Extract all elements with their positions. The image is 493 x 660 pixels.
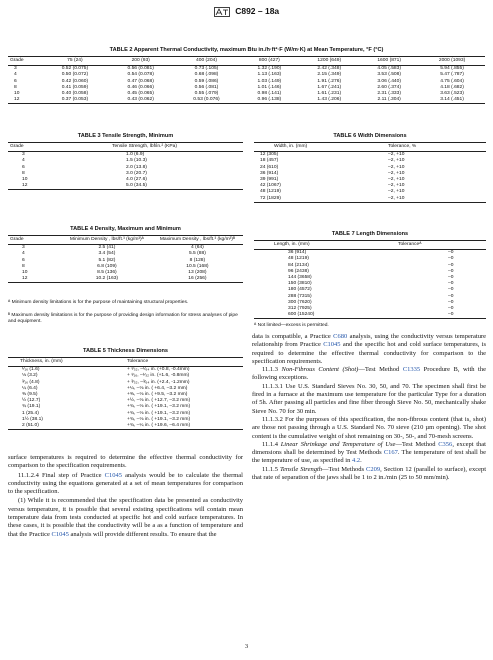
table2-cell: 0.53 (0.076) — [174, 97, 240, 104]
table2-cell: 0.52 (0.075) — [61, 66, 89, 72]
table2-cell: 1.91 (.276) — [317, 78, 342, 84]
table2-cell: 0.41 (0.059) — [61, 84, 89, 90]
table7-cell: 150 (3810) — [288, 281, 312, 287]
table5-cell: + ³⁄₃₂, –³⁄₆₄ in. (+2.4, -1.2mm) — [127, 379, 190, 385]
table7-cell: 144 (3658) — [288, 275, 312, 281]
right-p5-text-d: . The temperature of test shall be the temperature of use, as specified in — [252, 449, 486, 465]
table7-cell: 600 (15240) — [254, 312, 396, 319]
right-p5-text-a: 11.1.4 — [262, 440, 281, 448]
table7-cell: 300 (7620) — [288, 299, 312, 305]
table2-cell: 3 — [14, 66, 17, 72]
table3-cell: 1.5 (10.3) — [126, 158, 147, 164]
table7-cell: –0 — [448, 250, 454, 256]
table2-header: 75 (24) — [42, 57, 108, 66]
table2-cell: 4.18 (.682) — [440, 84, 464, 90]
table2-cell: 12 — [8, 97, 42, 104]
table4-footnote-b: ᴮ Maximum density limitations is for the purpose of providing design information for stress analyses of pipe and equipment. — [8, 313, 238, 324]
table5-title: TABLE 5 Thickness Dimensions — [82, 348, 169, 354]
table2-cell: 2.11 (.304) — [359, 97, 419, 104]
table2-cell: 10 — [14, 91, 20, 97]
table2-header: 2000 (1093) — [419, 57, 485, 66]
table2-cell: 0.54 (0.078) — [127, 72, 154, 78]
table3-title: TABLE 3 Tensile Strength, Minimum — [77, 133, 174, 139]
table6-cell: –2, +10 — [388, 164, 405, 170]
table5-cell: 2 (51.0) — [8, 423, 107, 430]
table6-cell: –2, +10 — [388, 177, 405, 183]
table4-cell: 16 (256) — [152, 276, 243, 283]
table2-cell: 0.56 (0.081) — [127, 66, 154, 72]
table5-cell: ⅜ (9.5) — [22, 392, 38, 398]
page-header — [0, 6, 493, 17]
table2-cell: 0.43 (0.062) — [108, 97, 174, 104]
table2-cell: 0.73 (.105) — [194, 66, 219, 72]
table3-cell: 4 — [22, 158, 25, 164]
right-p5-text-b: —Test Method — [395, 440, 439, 448]
right-paragraph-3: 11.1.3.1 Use U.S. Standard Sieves No. 30, 50, and 70. The specimen shall first be fired in a furnace at the maximum use temperature for the particular Type for a duration of 5h. After passing all particles and fine fiber through Sieve No. 50, mechanically shake Sieve No. 70 for 30 min. — [252, 382, 486, 415]
table3-row — [8, 183, 243, 190]
table3-cell: 1.0 (6.9) — [126, 152, 145, 158]
table2-cell: 4.05 (.583) — [377, 66, 401, 72]
table7-cell: –0 — [448, 262, 454, 268]
table2-cell: 3.53 (.508) — [377, 72, 401, 78]
table2-cell: 0.50 (0.072) — [61, 72, 89, 78]
right-p6-text-b: —Test Methods — [322, 465, 367, 473]
table5-cell: +¼, –⅛ in. ( +6.4, –3.2 mm) — [127, 385, 188, 391]
right-p6-text-c: , Section 12 (parallel to surface), except that rate of separation of the jaws shall be 1 to 2 in./min (25 to 50 mm/min). — [252, 465, 487, 482]
table2-cell: 0.59 (.086) — [194, 78, 219, 84]
table7-cell: 48 (1219) — [288, 256, 309, 262]
left-p3-text-b: analysis will provide different results. To ensure that the — [68, 530, 217, 538]
table5-header: Thickness, in. (mm) — [8, 358, 107, 367]
table2-cell: 3.63 (.523) — [440, 91, 464, 97]
table4-row — [8, 245, 243, 252]
table4-header: Maximum Density , lbs/ft.³ (kg/m³)ᴮ — [152, 236, 243, 245]
table5-cell: +¾, –¼ in. ( +19.6, –6.4 mm) — [107, 423, 243, 430]
table2-header: 1600 (871) — [359, 57, 419, 66]
table2-cell: 0.98 (.141) — [257, 91, 282, 97]
table3-cell: 3 — [22, 152, 25, 158]
table6-cell: –2, +10 — [388, 152, 405, 158]
table5-cell: +½, –⅛ in. ( +12.7, –3.2 mm) — [127, 398, 191, 404]
c1045-link[interactable]: C1045 — [51, 530, 69, 538]
table5-cell: 1½ (38.1) — [22, 416, 43, 422]
c1045-link[interactable]: C1045 — [323, 341, 341, 349]
table2-cell: 0.45 (0.065) — [127, 91, 154, 97]
table2-cell: 1.32 (.190) — [257, 66, 282, 72]
table2-cell: 8 — [14, 84, 17, 90]
table7-cell: –0 — [448, 256, 454, 262]
table4-title: TABLE 4 Density, Maximum and Minimum — [70, 226, 181, 232]
table4-cell: 6.8 (109) — [97, 263, 117, 269]
table4-cell: 10.2 (163) — [62, 276, 152, 283]
table7-header-row — [254, 241, 486, 250]
table2-title: TABLE 2 Apparent Thermal Conductivity, maximum Btu in./h·ft²·F (W/m·K) at Mean Temperature, °F (°C) — [109, 47, 384, 53]
c209-link[interactable]: C209 — [366, 465, 381, 473]
table4-cell: 10.5 (168) — [186, 263, 209, 269]
right-paragraph-1 — [252, 333, 486, 366]
table5-cell: ¼ (6.4) — [22, 385, 38, 391]
table2-cell: 1.67 (.241) — [317, 84, 342, 90]
table5-cell: +¾, –⅛ in. ( +19.1, –3.2 mm) — [127, 404, 191, 410]
c680-link[interactable]: C680 — [333, 333, 348, 340]
table3-cell: 4.0 (27.6) — [126, 177, 147, 183]
right-p1-text-c: and the specific hot and cold surface temperatures, is required to determine the effective thermal conductivity for comparison to the specification requirements. — [252, 341, 486, 365]
table3-cell: 12 — [8, 183, 72, 190]
table4-cell: 4 (64) — [191, 245, 204, 251]
table5-cell: +⅜, –⅛ in. ( +9.5, –3.2 mm) — [127, 392, 188, 398]
right-p6-italic: Tensile Strength — [280, 465, 323, 473]
table2-cell: 2.42 (.348) — [317, 66, 342, 72]
table2-cell: 0.68 (.098) — [194, 72, 219, 78]
right-p1-text-a: data is compatible, a Practice — [252, 333, 334, 340]
table4-cell: 12 — [8, 276, 62, 283]
table6-cell: 42 (1067) — [260, 183, 281, 189]
table4-cell: 5.1 (82) — [98, 257, 116, 263]
table2-cell: 0.46 (0.066) — [127, 84, 154, 90]
table7-cell: 180 (4572) — [288, 287, 312, 293]
right-p5-text-c: , except that dimensions shall be determined by Test Methods — [252, 440, 486, 457]
table2-cell: 0.96 (.138) — [239, 97, 299, 104]
table6-cell: –2, +10 — [388, 170, 405, 176]
table6-cell: –2, +10 — [386, 196, 486, 203]
section-4-2-link[interactable]: 4.2 — [352, 457, 361, 465]
table4-cell: 8 — [22, 263, 25, 269]
table5-cell: ¹⁄₁₆ (1.6) — [22, 367, 40, 373]
left-p3-text-a: (1) While it is recommended that the specification data be presented as conductivity versus temperature, it is possible that several existing specifications will contain mean temperature data from tests conducted at specific hot and cold surface temperatures. In these cases, it is possible that the conductivity will be a as a function of temperature and that the Practice — [8, 497, 243, 538]
right-paragraph-4: 11.1.3.2 For the purposes of this specification, the non-fibrous content (that is, shot) are those not passing through a U.S. Standard No. 70 sieve (210 µm opening). The shot content is the cumulative weight of shot remaining on 30-, 50-, and 70-mesh screens. — [252, 415, 486, 440]
table5-header-row — [8, 358, 243, 367]
left-paragraph-2 — [8, 472, 243, 497]
table3-cell: 3.0 (20.7) — [126, 170, 147, 176]
table4-cell: 8 (128) — [189, 257, 206, 263]
table6-cell: –2, +10 — [388, 183, 405, 189]
table7-cell: –0 — [448, 306, 454, 312]
table4-header: Grade — [8, 236, 62, 245]
table2-cell: 0.40 (0.058) — [61, 91, 89, 97]
table7-footnote: ᴬ Not limited—excess is permitted. — [254, 323, 329, 328]
table3-header: Grade — [8, 143, 72, 152]
table6-cell: 72 (1829) — [254, 196, 386, 203]
table5-cell: + ¹⁄₁₆, –¹⁄₃₂ in. (+1.6, -0.8mm) — [127, 373, 190, 379]
table2-header: Grade — [8, 57, 42, 66]
table2-header: 1200 (649) — [299, 57, 359, 66]
table7-cell: –0 — [448, 299, 454, 305]
table7 — [254, 240, 486, 319]
table6-header-row — [254, 143, 486, 152]
right-p5-italic: Linear Shrinkage and Temperature of Use — [280, 440, 396, 448]
right-text-column — [252, 333, 486, 482]
table2-row — [8, 97, 485, 104]
table2-cell: 3.14 (.451) — [419, 97, 485, 104]
right-p2-text-c: Procedure B, with the following exceptions. — [252, 366, 486, 382]
table4-row — [8, 276, 243, 283]
table2-header: 400 (204) — [174, 57, 240, 66]
table6-header: Width, in. (mm) — [254, 143, 386, 152]
c1335-link[interactable]: C1335 — [402, 366, 421, 374]
table3-cell: 8 — [22, 170, 25, 176]
right-p2-italic: Non-Fibrous Content (Shot) — [281, 366, 359, 374]
table6 — [254, 142, 486, 203]
table5-cell: + ¹⁄₃₂, –¹⁄₆₄ in. (+0.8, -0.4mm) — [127, 367, 190, 373]
table3-header: Tensile Strength, lbf/in.² (KPa) — [72, 143, 243, 152]
table2-cell: 2.15 (.349) — [317, 72, 342, 78]
right-p1-text-b: analysis, using the conductivity versus temperature relationship from Practice — [252, 333, 487, 349]
table5-cell: ⅛ (3.2) — [22, 373, 38, 379]
page-number: 3 — [244, 643, 249, 650]
c167-link[interactable]: C167 — [383, 449, 398, 457]
table4-cell: 10 — [22, 270, 28, 276]
table7-header: Length, in. (mm) — [254, 241, 396, 250]
table2-header-row — [8, 57, 485, 66]
table5-cell: +¾, –⅛ in. ( +19.1, –3.2 mm) — [127, 416, 191, 422]
table7-cell: –0 — [448, 275, 454, 281]
table4-header: Minimum Density , lbs/ft.³ (kg/m³)ᴬ — [62, 236, 152, 245]
table2-cell: 0.56 (.081) — [194, 84, 219, 90]
table4-cell: 6 — [22, 257, 25, 263]
table2-cell: 5.47 (.787) — [440, 72, 464, 78]
table2-cell: 5.94 (.855) — [440, 66, 464, 72]
table7-cell: –0 — [448, 281, 454, 287]
table5-cell: +¾, –⅛ in. ( +19.1, –3.2 mm) — [127, 410, 191, 416]
table6-header: Tolerance, % — [386, 143, 486, 152]
table7-cell: –0 — [396, 312, 486, 319]
table6-cell: 24 (610) — [260, 164, 279, 170]
table7-cell: –0 — [448, 293, 454, 299]
right-p2-text-b: —Test Method — [358, 366, 403, 374]
table7-cell: –0 — [448, 287, 454, 293]
astm-logo-icon — [214, 7, 230, 17]
left-paragraph-3 — [8, 497, 243, 538]
table4-cell: 3.4 (54) — [98, 251, 116, 257]
right-paragraph-5 — [252, 441, 486, 466]
table6-cell: 39 (991) — [260, 177, 279, 183]
table2-cell: 0.55 (.079) — [194, 91, 219, 97]
table5-cell: ¾ (19.1) — [22, 404, 41, 410]
table7-cell: 36 (914) — [288, 250, 307, 256]
table7-cell: –0 — [448, 268, 454, 274]
table2-cell: 0.42 (0.060) — [61, 78, 89, 84]
table2-cell: 2.31 (.333) — [377, 91, 401, 97]
table6-cell: 48 (1219) — [260, 189, 281, 195]
table2-cell: 6 — [14, 78, 17, 84]
table6-cell: –2, +10 — [388, 158, 405, 164]
table4-cell: 3 — [22, 245, 25, 251]
right-p5-text-e: . — [360, 457, 362, 465]
c356-link[interactable]: C356 — [438, 440, 453, 448]
table2-cell: 4 — [14, 72, 17, 78]
table4-footnote-a: ᴬ Minimum density limitations is for the purpose of maintaining structural properties. — [8, 300, 189, 305]
table2-cell: 1.43 (.206) — [299, 97, 359, 104]
table2-cell: 1.03 (.149) — [257, 78, 282, 84]
table5-row — [8, 367, 243, 374]
table6-cell: 36 (914) — [260, 170, 279, 176]
table2-cell: 3.06 (.440) — [377, 78, 401, 84]
table4-cell: 8.5 (136) — [97, 270, 117, 276]
table7-title: TABLE 7 Length Dimensions — [331, 231, 409, 237]
table7-cell: 288 (7315) — [288, 293, 312, 299]
left-p2-text-a: 11.1.2.4 Final step of Practice — [18, 471, 105, 479]
left-paragraph-1: surface temperatures is required to determine the effective thermal conductivity for comparison to the specification requirements. — [8, 454, 243, 470]
table2-cell: 0.47 (0.068) — [127, 78, 154, 84]
table2-cell: 0.37 (0.053) — [42, 97, 108, 104]
table2-cell: 1.01 (.146) — [257, 84, 282, 90]
table2-cell: 1.13 (.163) — [257, 72, 282, 78]
table3-cell: 6 — [22, 164, 25, 170]
table6-cell: 18 (457) — [260, 158, 279, 164]
table4-header-row — [8, 236, 243, 245]
left-text-column — [8, 454, 243, 539]
table5-cell: ³⁄₁₆ (4.8) — [22, 379, 40, 385]
c1045-link[interactable]: C1045 — [104, 471, 122, 479]
table3-cell: 5.0 (34.5) — [72, 183, 243, 190]
table6-title: TABLE 6 Width Dimensions — [333, 133, 407, 139]
table2-cell: 1.61 (.231) — [317, 91, 342, 97]
table4-cell: 4 — [22, 251, 25, 257]
table4 — [8, 235, 243, 283]
table4-cell: 2.5 (41) — [98, 245, 116, 251]
left-p2-text-b: analysis would be to calculate the thermal conductivity using the equations generated at a set of mean temperatures for comparison to the specification. — [8, 471, 243, 496]
table6-cell: 12 (305) — [260, 152, 279, 158]
table7-cell: 96 (2438) — [288, 268, 309, 274]
table2-header: 800 (427) — [239, 57, 299, 66]
table7-cell: 84 (2134) — [288, 262, 309, 268]
table4-cell: 13 (208) — [188, 270, 207, 276]
right-p6-text-a: 11.1.5 — [262, 465, 281, 473]
table2-header: 200 (93) — [108, 57, 174, 66]
table6-cell: –2, +10 — [388, 189, 405, 195]
designation: C892 – 18a — [235, 6, 280, 16]
table2-cell: 4.75 (.604) — [440, 78, 464, 84]
table7-row — [254, 312, 486, 319]
table3-header-row — [8, 143, 243, 152]
table6-row — [254, 196, 486, 203]
table7-header: Toleranceᴬ — [396, 241, 486, 250]
table7-cell: 312 (7925) — [288, 306, 312, 312]
table5-row — [8, 423, 243, 430]
right-paragraph-6 — [252, 466, 486, 483]
table2-cell: 2.60 (.374) — [377, 84, 401, 90]
right-p2-text-a: 11.1.3 — [262, 366, 282, 374]
table5-header: Tolerance — [107, 358, 243, 367]
table3-cell: 2.0 (13.8) — [126, 164, 147, 170]
table4-cell: 5.5 (88) — [188, 251, 206, 257]
right-paragraph-2 — [252, 366, 486, 383]
table6-row — [254, 152, 486, 159]
table5 — [8, 357, 243, 430]
table3-cell: 10 — [22, 177, 28, 183]
table2 — [8, 56, 485, 104]
table5-cell: ½ (12.7) — [22, 398, 41, 404]
table5-cell: 1 (25.4) — [22, 410, 39, 416]
table3 — [8, 142, 243, 190]
